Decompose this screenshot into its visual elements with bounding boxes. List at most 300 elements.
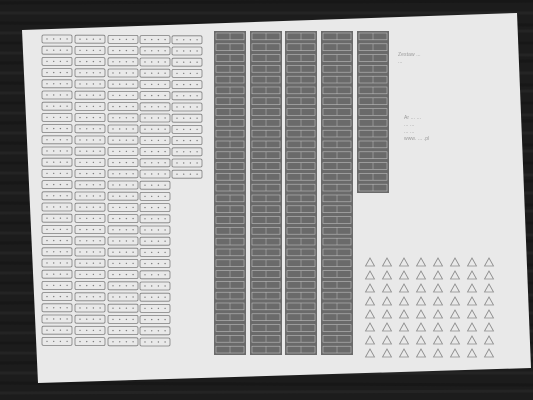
link-pin-hole: [93, 151, 94, 152]
info-line-4: www. ... .pl: [404, 136, 430, 142]
link-pin-hole: [46, 262, 47, 263]
link-pin-hole: [158, 341, 159, 342]
link-pin-hole: [79, 50, 80, 51]
link-pin-hole: [53, 341, 54, 342]
link-pin-hole: [164, 263, 165, 264]
link-pin-hole: [112, 50, 113, 51]
link-pin-hole: [126, 240, 127, 241]
link-pin-hole: [60, 229, 61, 230]
link-pin-hole: [126, 285, 127, 286]
link-pin-hole: [158, 285, 159, 286]
link-pin-hole: [190, 140, 191, 141]
link-pin-hole: [144, 218, 145, 219]
link-pin-hole: [46, 94, 47, 95]
link-pin-hole: [86, 240, 87, 241]
link-pin-hole: [93, 95, 94, 96]
link-pin-hole: [151, 173, 152, 174]
link-pin-hole: [99, 307, 100, 308]
link-pin-hole: [151, 151, 152, 152]
link-pin-hole: [196, 174, 197, 175]
link-pin-hole: [112, 84, 113, 85]
link-pin-hole: [132, 128, 133, 129]
link-pin-hole: [93, 251, 94, 252]
link-pin-hole: [66, 162, 67, 163]
link-pin-hole: [99, 319, 100, 320]
link-pin-hole: [60, 184, 61, 185]
link-pin-hole: [158, 151, 159, 152]
link-pin-hole: [164, 297, 165, 298]
link-pin-hole: [126, 140, 127, 141]
link-pin-hole: [164, 140, 165, 141]
link-pin-hole: [93, 106, 94, 107]
link-pin-hole: [176, 73, 177, 74]
link-pin-hole: [53, 94, 54, 95]
link-pin-hole: [132, 61, 133, 62]
link-pin-hole: [158, 218, 159, 219]
link-pin-hole: [46, 162, 47, 163]
link-pin-hole: [151, 129, 152, 130]
link-pin-hole: [99, 162, 100, 163]
link-pin-hole: [176, 84, 177, 85]
link-pin-hole: [60, 318, 61, 319]
link-pin-hole: [86, 229, 87, 230]
link-pin-hole: [164, 162, 165, 163]
link-pin-hole: [60, 341, 61, 342]
link-pin-hole: [66, 285, 67, 286]
link-pin-hole: [176, 140, 177, 141]
link-pin-hole: [86, 263, 87, 264]
link-pin-hole: [183, 162, 184, 163]
link-pin-hole: [158, 185, 159, 186]
link-pin-hole: [99, 195, 100, 196]
link-pin-hole: [190, 62, 191, 63]
link-pin-hole: [132, 140, 133, 141]
link-pin-hole: [196, 140, 197, 141]
link-pin-hole: [183, 84, 184, 85]
link-pin-hole: [93, 274, 94, 275]
link-pin-hole: [144, 61, 145, 62]
link-pin-hole: [126, 308, 127, 309]
link-pin-hole: [53, 218, 54, 219]
link-pin-hole: [112, 263, 113, 264]
link-pin-hole: [112, 106, 113, 107]
link-pin-hole: [66, 106, 67, 107]
link-pin-hole: [66, 318, 67, 319]
link-pin-hole: [93, 184, 94, 185]
link-pin-hole: [158, 173, 159, 174]
link-pin-hole: [60, 251, 61, 252]
link-pin-hole: [119, 263, 120, 264]
link-pin-hole: [158, 229, 159, 230]
link-pin-hole: [79, 296, 80, 297]
link-pin-hole: [53, 274, 54, 275]
sheet-title: Zestaw ...: [398, 52, 421, 58]
link-pin-hole: [190, 118, 191, 119]
link-pin-hole: [60, 240, 61, 241]
link-pin-hole: [46, 72, 47, 73]
link-pin-hole: [119, 319, 120, 320]
link-pin-hole: [53, 318, 54, 319]
link-pin-hole: [93, 83, 94, 84]
link-pin-hole: [132, 296, 133, 297]
link-pin-hole: [176, 95, 177, 96]
link-pin-hole: [46, 150, 47, 151]
link-pin-hole: [132, 263, 133, 264]
link-pin-hole: [119, 151, 120, 152]
link-pin-hole: [53, 251, 54, 252]
link-pin-hole: [66, 139, 67, 140]
link-pin-hole: [66, 296, 67, 297]
link-pin-hole: [53, 173, 54, 174]
link-pin-hole: [99, 330, 100, 331]
link-pin-hole: [53, 206, 54, 207]
link-pin-hole: [183, 118, 184, 119]
link-pin-hole: [66, 72, 67, 73]
link-pin-hole: [126, 274, 127, 275]
link-pin-hole: [99, 61, 100, 62]
link-pin-hole: [190, 95, 191, 96]
link-pin-hole: [79, 341, 80, 342]
link-pin-hole: [60, 94, 61, 95]
link-pin-hole: [119, 308, 120, 309]
link-pin-hole: [93, 296, 94, 297]
link-pin-hole: [86, 83, 87, 84]
link-pin-hole: [151, 140, 152, 141]
link-pin-hole: [86, 139, 87, 140]
link-pin-hole: [144, 129, 145, 130]
link-pin-hole: [164, 173, 165, 174]
link-pin-hole: [183, 174, 184, 175]
link-pin-hole: [176, 39, 177, 40]
link-pin-hole: [196, 106, 197, 107]
link-pin-hole: [79, 195, 80, 196]
link-pin-hole: [158, 241, 159, 242]
link-pin-hole: [66, 307, 67, 308]
link-pin-hole: [53, 307, 54, 308]
link-pin-hole: [119, 72, 120, 73]
link-pin-hole: [132, 229, 133, 230]
link-pin-hole: [196, 73, 197, 74]
link-pin-hole: [79, 83, 80, 84]
link-pin-hole: [60, 195, 61, 196]
link-pin-hole: [66, 195, 67, 196]
link-pin-hole: [79, 184, 80, 185]
link-pin-hole: [66, 61, 67, 62]
link-pin-hole: [53, 38, 54, 39]
link-pin-hole: [93, 139, 94, 140]
link-pin-hole: [119, 330, 120, 331]
link-pin-hole: [119, 61, 120, 62]
link-pin-hole: [119, 207, 120, 208]
link-pin-hole: [151, 196, 152, 197]
link-pin-hole: [164, 73, 165, 74]
link-pin-hole: [151, 308, 152, 309]
link-pin-hole: [158, 162, 159, 163]
link-pin-hole: [196, 62, 197, 63]
link-pin-hole: [164, 50, 165, 51]
link-pin-hole: [158, 196, 159, 197]
link-pin-hole: [66, 94, 67, 95]
link-pin-hole: [126, 207, 127, 208]
link-pin-hole: [99, 274, 100, 275]
link-pin-hole: [190, 129, 191, 130]
link-pin-hole: [86, 128, 87, 129]
link-pin-hole: [60, 285, 61, 286]
link-pin-hole: [176, 106, 177, 107]
link-pin-hole: [99, 240, 100, 241]
link-pin-hole: [158, 140, 159, 141]
link-pin-hole: [132, 218, 133, 219]
link-pin-hole: [190, 106, 191, 107]
link-pin-hole: [144, 151, 145, 152]
link-pin-hole: [86, 106, 87, 107]
link-pin-hole: [176, 62, 177, 63]
link-pin-hole: [183, 50, 184, 51]
link-pin-hole: [112, 128, 113, 129]
link-pin-hole: [93, 341, 94, 342]
link-pin-hole: [60, 262, 61, 263]
link-pin-hole: [53, 72, 54, 73]
link-pin-hole: [93, 50, 94, 51]
link-pin-hole: [126, 196, 127, 197]
link-pin-hole: [126, 218, 127, 219]
link-pin-hole: [66, 218, 67, 219]
link-pin-hole: [86, 319, 87, 320]
link-pin-hole: [119, 117, 120, 118]
link-pin-hole: [86, 341, 87, 342]
link-pin-hole: [79, 117, 80, 118]
link-pin-hole: [93, 229, 94, 230]
link-pin-hole: [46, 50, 47, 51]
link-pin-hole: [190, 50, 191, 51]
link-pin-hole: [46, 184, 47, 185]
link-pin-hole: [93, 319, 94, 320]
link-pin-hole: [144, 95, 145, 96]
link-pin-hole: [164, 207, 165, 208]
link-pin-hole: [164, 330, 165, 331]
link-pin-hole: [164, 106, 165, 107]
link-pin-hole: [112, 319, 113, 320]
link-pin-hole: [144, 341, 145, 342]
link-pin-hole: [164, 319, 165, 320]
link-pin-hole: [86, 285, 87, 286]
link-pin-hole: [112, 285, 113, 286]
link-pin-hole: [132, 240, 133, 241]
link-pin-hole: [144, 241, 145, 242]
link-pin-hole: [46, 330, 47, 331]
link-pin-hole: [119, 274, 120, 275]
link-pin-hole: [79, 151, 80, 152]
link-pin-hole: [99, 117, 100, 118]
link-pin-hole: [132, 39, 133, 40]
link-pin-hole: [151, 39, 152, 40]
link-pin-hole: [86, 117, 87, 118]
link-pin-hole: [158, 84, 159, 85]
link-pin-hole: [144, 162, 145, 163]
link-pin-hole: [151, 319, 152, 320]
link-pin-hole: [196, 84, 197, 85]
link-pin-hole: [119, 196, 120, 197]
link-pin-hole: [46, 229, 47, 230]
link-pin-hole: [60, 128, 61, 129]
link-pin-hole: [46, 128, 47, 129]
link-pin-hole: [164, 196, 165, 197]
link-pin-hole: [119, 95, 120, 96]
link-pin-hole: [119, 106, 120, 107]
link-pin-hole: [46, 341, 47, 342]
link-pin-hole: [158, 263, 159, 264]
link-pin-hole: [151, 106, 152, 107]
link-pin-hole: [119, 173, 120, 174]
link-pin-hole: [164, 39, 165, 40]
link-pin-hole: [53, 296, 54, 297]
link-pin-hole: [119, 296, 120, 297]
link-pin-hole: [79, 285, 80, 286]
link-pin-hole: [144, 39, 145, 40]
link-pin-hole: [164, 151, 165, 152]
link-pin-hole: [144, 263, 145, 264]
link-pin-hole: [60, 150, 61, 151]
link-pin-hole: [132, 207, 133, 208]
link-pin-hole: [144, 106, 145, 107]
link-pin-hole: [53, 229, 54, 230]
link-pin-hole: [60, 173, 61, 174]
link-pin-hole: [132, 184, 133, 185]
link-pin-hole: [79, 240, 80, 241]
link-pin-hole: [66, 262, 67, 263]
link-pin-hole: [66, 341, 67, 342]
link-pin-hole: [119, 229, 120, 230]
link-pin-hole: [164, 274, 165, 275]
link-pin-hole: [151, 252, 152, 253]
link-pin-hole: [93, 39, 94, 40]
link-pin-hole: [99, 106, 100, 107]
link-pin-hole: [196, 129, 197, 130]
link-pin-hole: [144, 297, 145, 298]
link-pin-hole: [93, 285, 94, 286]
link-pin-hole: [46, 251, 47, 252]
link-pin-hole: [190, 174, 191, 175]
link-pin-hole: [99, 296, 100, 297]
link-pin-hole: [53, 162, 54, 163]
link-pin-hole: [151, 285, 152, 286]
link-pin-hole: [126, 61, 127, 62]
link-pin-hole: [112, 252, 113, 253]
link-pin-hole: [196, 151, 197, 152]
link-pin-hole: [151, 330, 152, 331]
link-pin-hole: [119, 128, 120, 129]
link-pin-hole: [126, 319, 127, 320]
link-pin-hole: [119, 184, 120, 185]
link-pin-hole: [158, 50, 159, 51]
link-pin-hole: [119, 218, 120, 219]
link-pin-hole: [144, 207, 145, 208]
link-pin-hole: [60, 330, 61, 331]
link-pin-hole: [126, 263, 127, 264]
link-pin-hole: [79, 139, 80, 140]
link-pin-hole: [119, 50, 120, 51]
link-pin-hole: [151, 229, 152, 230]
link-pin-hole: [144, 196, 145, 197]
link-pin-hole: [112, 308, 113, 309]
info-line-2: ... ...: [404, 122, 415, 128]
link-pin-hole: [164, 129, 165, 130]
link-pin-hole: [53, 262, 54, 263]
link-pin-hole: [79, 319, 80, 320]
link-pin-hole: [144, 274, 145, 275]
link-pin-hole: [53, 83, 54, 84]
link-pin-hole: [151, 241, 152, 242]
link-pin-hole: [53, 61, 54, 62]
link-pin-hole: [60, 117, 61, 118]
link-pin-hole: [79, 162, 80, 163]
link-pin-hole: [144, 73, 145, 74]
link-pin-hole: [164, 241, 165, 242]
link-pin-hole: [158, 95, 159, 96]
link-pin-hole: [126, 252, 127, 253]
link-pin-hole: [46, 106, 47, 107]
link-pin-hole: [190, 84, 191, 85]
link-pin-hole: [66, 240, 67, 241]
link-pin-hole: [66, 184, 67, 185]
link-pin-hole: [60, 274, 61, 275]
link-pin-hole: [176, 174, 177, 175]
link-pin-hole: [119, 285, 120, 286]
link-pin-hole: [196, 95, 197, 96]
link-pin-hole: [60, 307, 61, 308]
link-pin-hole: [86, 39, 87, 40]
link-pin-hole: [164, 341, 165, 342]
link-pin-hole: [86, 72, 87, 73]
link-pin-hole: [119, 162, 120, 163]
link-pin-hole: [46, 38, 47, 39]
link-pin-hole: [53, 106, 54, 107]
link-pin-hole: [99, 39, 100, 40]
link-pin-hole: [151, 95, 152, 96]
link-pin-hole: [112, 296, 113, 297]
link-pin-hole: [53, 139, 54, 140]
link-pin-hole: [60, 72, 61, 73]
link-pin-hole: [176, 118, 177, 119]
link-pin-hole: [158, 117, 159, 118]
link-pin-hole: [79, 274, 80, 275]
link-pin-hole: [112, 140, 113, 141]
link-pin-hole: [93, 207, 94, 208]
link-pin-hole: [86, 61, 87, 62]
link-pin-hole: [119, 84, 120, 85]
link-pin-hole: [79, 95, 80, 96]
link-pin-hole: [119, 252, 120, 253]
link-pin-hole: [112, 330, 113, 331]
link-pin-hole: [66, 229, 67, 230]
link-pin-hole: [79, 72, 80, 73]
link-pin-hole: [151, 61, 152, 62]
link-pin-hole: [190, 73, 191, 74]
link-pin-hole: [53, 128, 54, 129]
link-pin-hole: [126, 173, 127, 174]
link-pin-hole: [60, 139, 61, 140]
link-pin-hole: [119, 140, 120, 141]
link-pin-hole: [66, 251, 67, 252]
link-pin-hole: [112, 196, 113, 197]
link-pin-hole: [132, 151, 133, 152]
link-pin-hole: [53, 150, 54, 151]
link-pin-hole: [66, 150, 67, 151]
link-pin-hole: [132, 84, 133, 85]
link-pin-hole: [66, 173, 67, 174]
link-pin-hole: [196, 118, 197, 119]
link-pin-hole: [112, 207, 113, 208]
